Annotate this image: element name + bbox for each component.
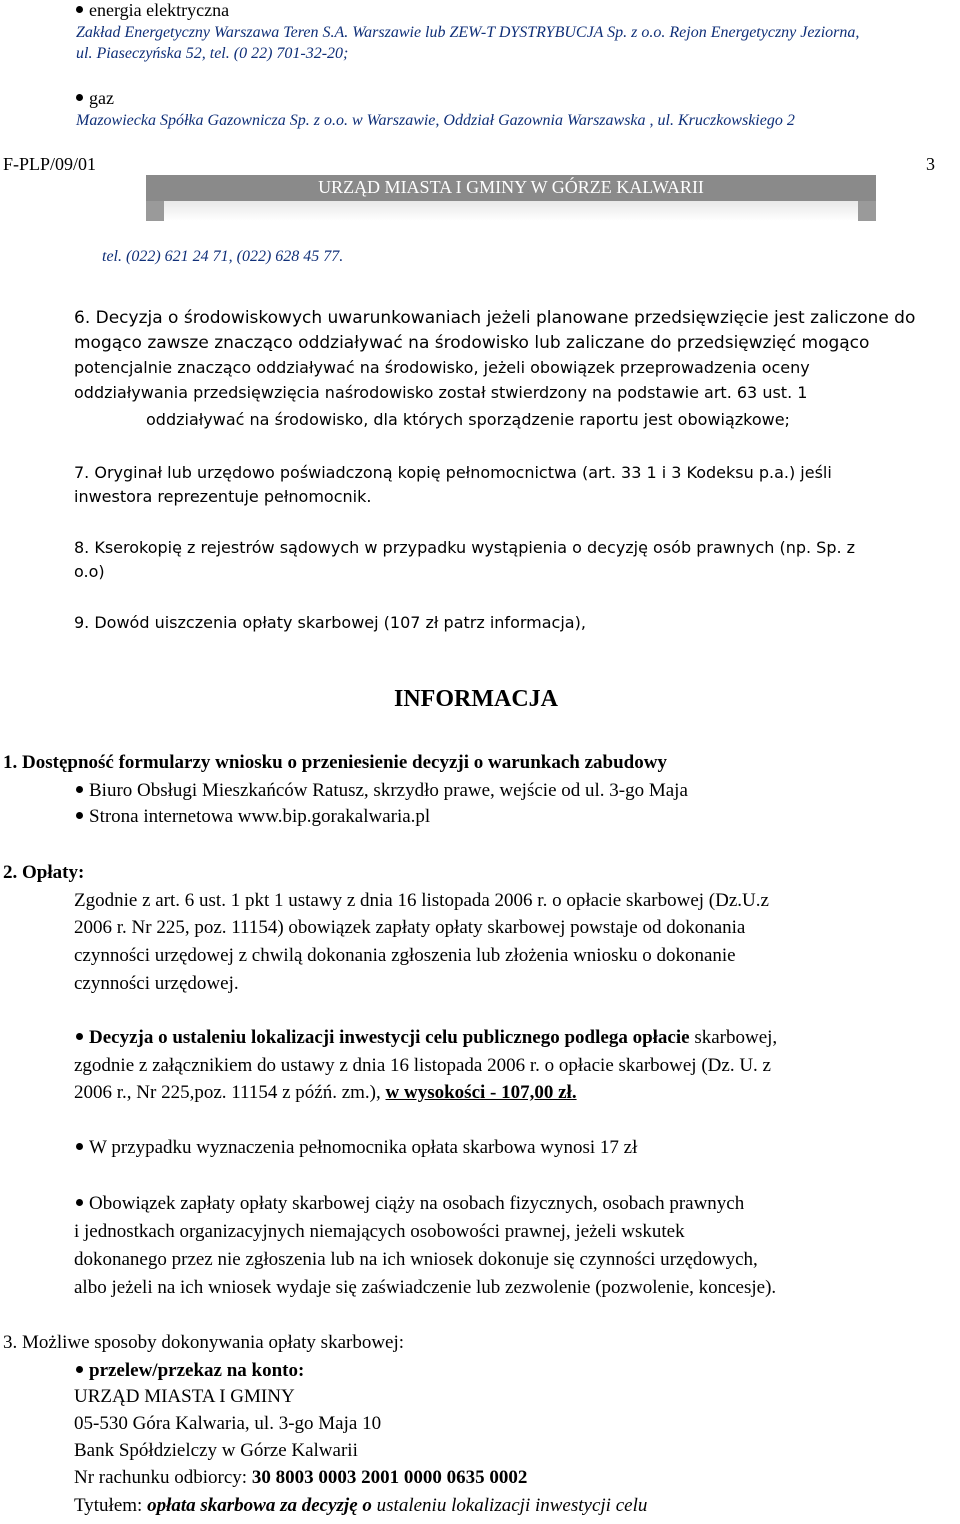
fee-bullet-obligation-line-3: dokonanego przez nie zgłoszenia lub na ich wniosek dokonuje się czynności urzędowych, [74, 1249, 758, 1270]
office-phone: tel. (022) 621 24 71, (022) 628 45 77. [102, 248, 344, 265]
item-6-line-4: oddziaływania przedsięwzięcia naśrodowisko został stwierdzony na podstawie art. 63 ust. 1 [74, 383, 808, 402]
bullet-icon [76, 812, 83, 819]
fee-bullet-decision-line-2: zgodnie z załącznikiem do ustawy z dnia 16 listopada 2006 r. o opłacie skarbowej (Dz. U. z [74, 1055, 771, 1076]
fee-bullet-decision: Decyzja o ustaleniu lokalizacji inwestycji celu publicznego podlega opłacie skarbowej, [76, 1027, 777, 1049]
page-number: 3 [926, 154, 935, 174]
fee-bullet-proxy: W przypadku wyznaczenia pełnomocnika opłata skarbowa wynosi 17 zł [76, 1137, 637, 1159]
bullet-icon [76, 1199, 83, 1206]
section-2-title: 2. Opłaty: [3, 862, 85, 883]
banner-left-block [146, 201, 164, 221]
item-9-line-1: 9. Dowód uiszczenia opłaty skarbowej (107 zł patrz informacja), [74, 613, 586, 632]
payee-account: Nr rachunku odbiorcy: 30 8003 0003 2001 0000 0635 0002 [74, 1467, 528, 1488]
energy-provider-address: ul. Piaseczyńska 52, tel. (0 22) 701-32-20; [76, 45, 349, 62]
energy-item: energia elektryczna [76, 0, 229, 21]
gas-item: gaz [76, 88, 114, 109]
fee-bullet-obligation-line-2: i jednostkach organizacyjnych niemających osobowości prawnej, jeżeli wskutek [74, 1221, 685, 1242]
item-8-line-1: 8. Kserokopię z rejestrów sądowych w przypadku wystąpienia o decyzję osób prawnych (np. Sp. z [74, 538, 856, 557]
section-1-bullet-1: Biuro Obsługi Mieszkańców Ratusz, skrzydło prawe, wejście od ul. 3-go Maja [76, 780, 688, 802]
section-1-bullet-2: Strona internetowa www.bip.gorakalwaria.pl [76, 806, 430, 828]
banner-title: URZĄD MIASTA I GMINY W GÓRZE KALWARII [318, 177, 704, 197]
fee-bullet-decision-line-3: 2006 r., Nr 225,poz. 11154 z późń. zm.), w wysokości - 107,00 zł. [74, 1082, 577, 1103]
gas-provider-line: Mazowiecka Spółka Gazownicza Sp. z o.o. w Warszawie, Oddział Gazownia Warszawska , ul. Kruczkowskiego 2 [76, 112, 795, 129]
item-6-line-3: potencjalnie znacząco oddziaływać na środowisko, jeżeli obowiązek przeprowadzenia oceny [74, 358, 810, 377]
section-1-title: 1. Dostępność formularzy wniosku o przeniesienie decyzji o warunkach zabudowy [3, 752, 667, 773]
payee-address: 05-530 Góra Kalwaria, ul. 3-go Maja 10 [74, 1413, 382, 1434]
section-2-para-line-2: 2006 r. Nr 225, poz. 11154) obowiązek zapłaty opłaty skarbowej powstaje od dokonania [74, 917, 746, 938]
item-7-line-2: inwestora reprezentuje pełnomocnik. [74, 487, 372, 506]
fee-bullet-obligation-line-4: albo jeżeli na ich wniosek wydaje się zaświadczenie lub zezwolenie (pozwolenie, koncesje). [74, 1277, 777, 1298]
fee-amount: w wysokości - 107,00 zł. [385, 1082, 577, 1103]
banner-right-block [858, 201, 876, 221]
section-3-title: 3. Możliwe sposoby dokonywania opłaty skarbowej: [3, 1332, 405, 1353]
item-6-line-5: oddziaływać na środowisko, dla których sporządzenie raportu jest obowiązkowe; [146, 410, 790, 429]
item-8-line-2: o.o) [74, 562, 105, 581]
payee-bank: Bank Spółdzielczy w Górze Kalwarii [74, 1440, 358, 1461]
form-code: F-PLP/09/01 [3, 154, 97, 174]
payee-name: URZĄD MIASTA I GMINY [74, 1386, 295, 1407]
section-2-para-line-1: Zgodnie z art. 6 ust. 1 pkt 1 ustawy z dnia 16 listopada 2006 r. o opłacie skarbowej (Dz.U.z [74, 890, 769, 911]
bullet-icon [76, 786, 83, 793]
item-6-line-2: mogąco zawsze znacząco oddziaływać na środowisko lub zaliczane do przedsięwzięć mogąco [74, 333, 870, 353]
banner-shadow [146, 201, 876, 221]
item-7-line-1: 7. Oryginał lub urzędowo poświadczoną kopię pełnomocnictwa (art. 33 1 i 3 Kodeksu p.a.) jeśli [74, 463, 832, 482]
payment-title: Tytułem: opłata skarbowa za decyzję o ustaleniu lokalizacji inwestycji celu [74, 1495, 648, 1516]
fee-bullet-obligation: Obowiązek zapłaty opłaty skarbowej ciąży na osobach fizycznych, osobach prawnych [76, 1193, 744, 1215]
bullet-icon [76, 94, 83, 101]
bullet-icon [76, 6, 83, 13]
account-number: 30 8003 0003 2001 0000 0635 0002 [251, 1467, 528, 1488]
section-2-para-line-4: czynności urzędowej. [74, 973, 239, 994]
bullet-icon [76, 1143, 83, 1150]
item-6-line-1: 6. Decyzja o środowiskowych uwarunkowaniach jeżeli planowane przedsięwzięcie jest zaliczone do [74, 308, 916, 328]
energy-provider-line: Zakład Energetyczny Warszawa Teren S.A. Warszawie lub ZEW-T DYSTRYBUCJA Sp. z o.o. Rejon Energetyczny Jeziorna, [76, 24, 860, 41]
payment-bullet-transfer: przelew/przekaz na konto: [76, 1360, 304, 1382]
bullet-icon [76, 1366, 83, 1373]
bullet-icon [76, 1033, 83, 1040]
section-2-para-line-3: czynności urzędowej z chwilą dokonania zgłoszenia lub złożenia wniosku o dokonanie [74, 945, 736, 966]
info-heading: INFORMACJA [394, 686, 558, 712]
